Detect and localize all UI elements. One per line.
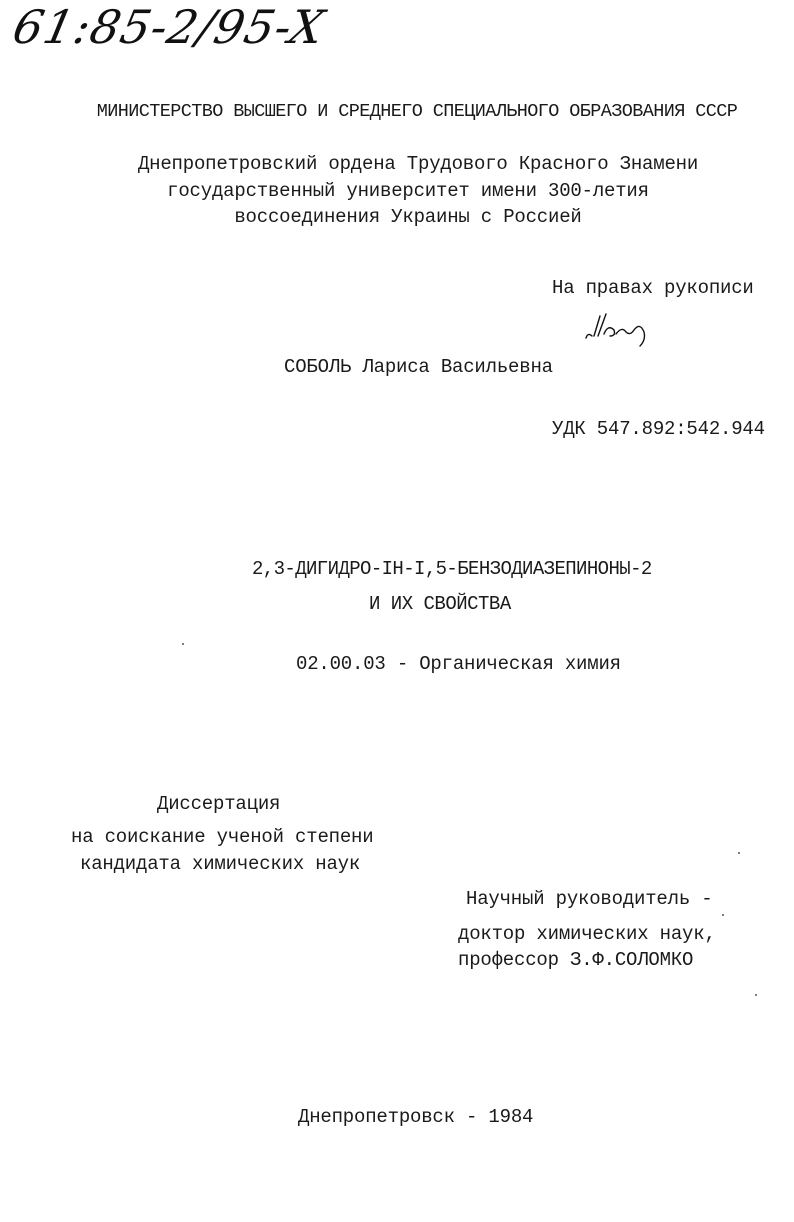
thesis-title-line-1: 2,3-ДИГИДРО-IH-I,5-БЕНЗОДИАЗЕПИНОНЫ-2 — [252, 558, 652, 580]
scan-speck — [738, 852, 740, 854]
degree-line-2: кандидата химических наук — [80, 853, 361, 875]
handwritten-catalog-number: 61:85-2/95-X — [8, 0, 330, 54]
signature — [580, 312, 670, 352]
supervisor-label: Научный руководитель - — [466, 888, 713, 910]
specialty-code: 02.00.03 - Органическая химия — [296, 653, 621, 675]
university-line-3: воссоединения Украины с Россией — [234, 206, 582, 228]
udc-code: УДК 547.892:542.944 — [552, 418, 765, 440]
scan-speck — [722, 914, 724, 916]
ministry-header: МИНИСТЕРСТВО ВЫСШЕГО И СРЕДНЕГО СПЕЦИАЛЬНОГО ОБРАЗОВАНИЯ СССР — [96, 101, 738, 122]
supervisor-name: профессор З.Ф.СОЛОМКО — [458, 949, 694, 971]
thesis-title-line-2: И ИХ СВОЙСТВА — [369, 593, 511, 615]
degree-line-1: на соискание ученой степени — [71, 826, 374, 848]
scan-speck — [182, 643, 184, 645]
place-and-year: Днепропетровск - 1984 — [298, 1106, 534, 1128]
supervisor-degree: доктор химических наук, — [458, 923, 716, 945]
scan-speck — [755, 994, 757, 996]
university-line-1: Днепропетровский ордена Трудового Красного Знамени — [137, 153, 699, 175]
dissertation-label: Диссертация — [157, 793, 281, 815]
university-line-2: государственный университет имени 300-летия — [167, 180, 649, 202]
manuscript-rights-note: На правах рукописи — [552, 277, 754, 299]
author-name: СОБОЛЬ Лариса Васильевна — [284, 356, 553, 378]
